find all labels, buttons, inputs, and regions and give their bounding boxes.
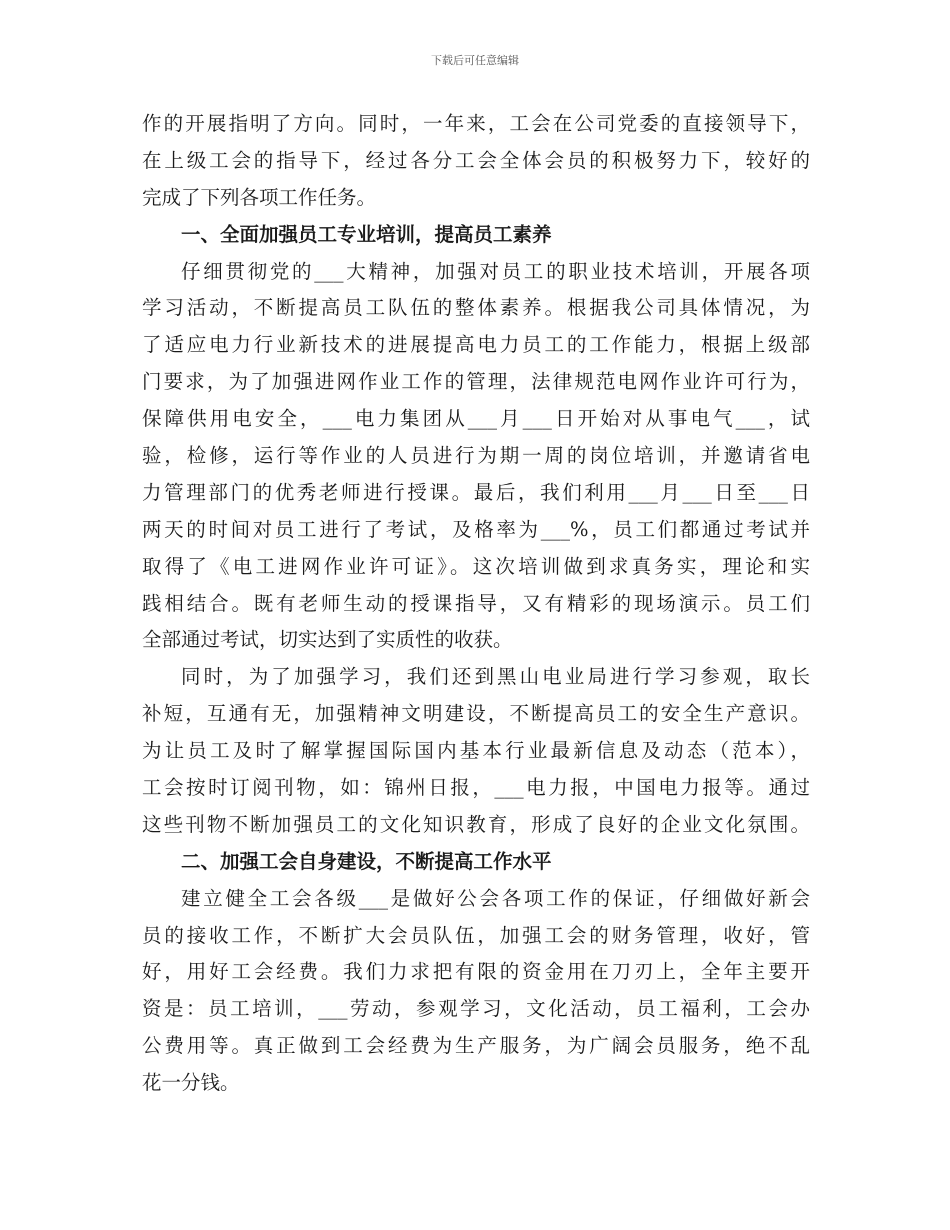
text-line: 建立健全工会各级___是做好公会各项工作的保证，仔细做好新会	[181, 886, 810, 910]
text-line: 公费用等。真正做到工会经费为生产服务，为广阔会员服务，绝不乱	[142, 1034, 810, 1058]
text-line: 了适应电力行业新技术的进展提高电力员工的工作能力，根据上级部	[142, 333, 810, 357]
text-line: 员的接收工作，不断扩大会员队伍，加强工会的财务管理，收好，管	[142, 923, 810, 947]
text-line: 为让员工及时了解掌握国际国内基本行业最新信息及动态（范本），	[142, 739, 810, 763]
text-line: 践相结合。既有老师生动的授课指导，又有精彩的现场演示。员工们	[142, 591, 810, 615]
text-line: 同时，为了加强学习，我们还到黑山电业局进行学习参观，取长	[181, 665, 810, 689]
text-line: 资是：员工培训，___劳动，参观学习，文化活动，员工福利，工会办	[142, 997, 810, 1021]
text-line: 学习活动，不断提高员工队伍的整体素养。根据我公司具体情况，为	[142, 296, 810, 320]
text-line: 力管理部门的优秀老师进行授课。最后，我们利用___月___日至___日	[142, 480, 810, 504]
text-line: 两天的时间对员工进行了考试，及格率为___%，员工们都通过考试并	[142, 517, 810, 541]
text-line: 仔细贯彻党的___大精神，加强对员工的职业技术培训，开展各项	[181, 259, 810, 283]
text-line: 作的开展指明了方向。同时，一年来，工会在公司党委的直接领导下，	[142, 112, 810, 135]
text-line: 完成了下列各项工作任务。	[142, 185, 377, 209]
text-line: 门要求，为了加强进网作业工作的管理，法律规范电网作业许可行为，	[142, 370, 810, 394]
text-line: 好，用好工会经费。我们力求把有限的资金用在刀刃上，全年主要开	[142, 960, 810, 984]
text-line: 工会按时订阅刊物，如：锦州日报，___电力报，中国电力报等。通过	[142, 776, 810, 800]
text-line: 保障供用电安全，___电力集团从___月___日开始对从事电气___，试	[142, 407, 810, 431]
text-line: 全部通过考试，切实达到了实质性的收获。	[142, 628, 513, 652]
text-line: 花一分钱。	[142, 1071, 240, 1095]
section-heading: 二、加强工会自身建设，不断提高工作水平	[181, 849, 552, 873]
text-line: 验，检修，运行等作业的人员进行为期一周的岗位培训，并邀请省电	[142, 444, 810, 468]
text-line: 补短，互通有无，加强精神文明建设，不断提高员工的安全生产意识。	[142, 702, 810, 726]
text-line: 这些刊物不断加强员工的文化知识教育，形成了良好的企业文化氛围。	[142, 812, 810, 836]
document-body	[142, 106, 810, 1102]
section-heading: 一、全面加强员工专业培训，提高员工素养	[181, 222, 552, 246]
text-line: 在上级工会的指导下，经过各分工会全体会员的积极努力下，较好的	[142, 148, 810, 172]
text-line: 取得了《电工进网作业许可证》。这次培训做到求真务实，理论和实	[142, 554, 810, 578]
header-note: 下载后可任意编辑	[431, 54, 519, 67]
